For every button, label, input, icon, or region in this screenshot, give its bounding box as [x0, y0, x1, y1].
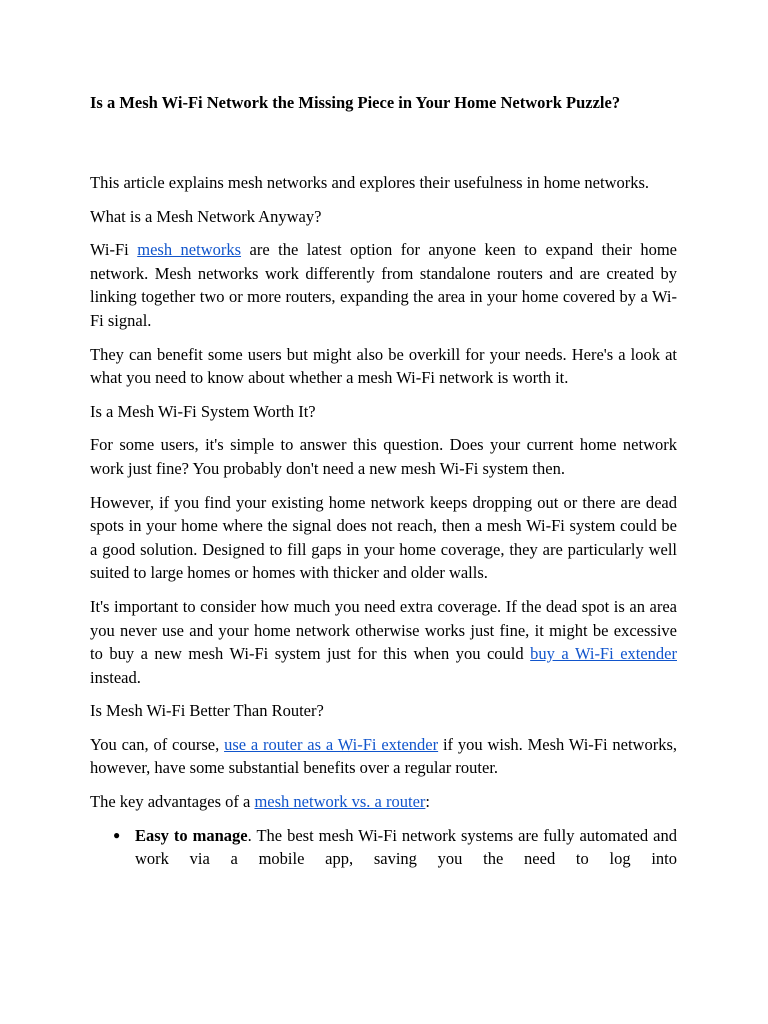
paragraph-mesh-intro — [90, 238, 677, 332]
intro-paragraph: This article explains mesh networks and explores their usefulness in home networks. — [90, 173, 650, 192]
paragraph-key-advantages — [90, 790, 677, 814]
bullet-icon: ● — [113, 827, 121, 842]
document-page — [90, 91, 677, 871]
paragraph-simple-answer: For some users, it's simple to answer this question. Does your current home network work just fine? You probably don't need a new mesh Wi-Fi system then. — [90, 435, 677, 478]
list-item-bold: Easy to manage — [135, 825, 248, 845]
list-item — [113, 824, 677, 871]
document-title: Is a Mesh Wi-Fi Network the Missing Piece in Your Home Network Puzzle? — [90, 93, 621, 112]
text-segment: Wi-Fi — [90, 240, 138, 260]
paragraph-dead-spots: However, if you find your existing home network keeps dropping out or there are dead spots in your home where the signal does not reach, then a mesh Wi-Fi system could be a good solution. Designed to fill gaps in your home coverage, they are particularly well suited to large homes or homes with thicker and older walls. — [90, 492, 677, 583]
paragraph-router-extender — [90, 733, 677, 780]
paragraph-extra-coverage — [90, 595, 677, 689]
section-heading-better-than-router: Is Mesh Wi-Fi Better Than Router? — [90, 701, 324, 721]
section-heading-what-is-mesh: What is a Mesh Network Anyway? — [90, 206, 322, 226]
paragraph-benefit: They can benefit some users but might also be overkill for your needs. Here's a look at what you need to know about whether a mesh Wi-Fi network is worth it. — [90, 344, 677, 388]
text-segment: The key advantages of a — [90, 792, 255, 812]
buy-wifi-extender-link[interactable]: buy a Wi-Fi extender — [530, 644, 677, 664]
advantages-list — [90, 824, 677, 871]
text-segment: instead. — [90, 667, 141, 687]
text-segment: if you wish. Mesh Wi-Fi networks, however, have some substantial benefits over a regular router. — [90, 734, 677, 778]
mesh-networks-link[interactable]: mesh networks — [137, 240, 242, 260]
text-segment: It's important to consider how much you need extra coverage. If the dead spot is an area you never use and your home network otherwise works just fine, it might be excessive to buy a new mesh Wi-Fi system just for this when you could — [90, 596, 677, 664]
text-segment: : — [425, 792, 430, 812]
router-as-extender-link[interactable]: use a router as a Wi-Fi extender — [224, 734, 439, 754]
list-item-text: . The best mesh Wi-Fi network systems are fully automated and work via a mobile app, saving you the need to log into — [135, 825, 677, 869]
text-segment: You can, of course, — [90, 734, 225, 754]
mesh-vs-router-link[interactable]: mesh network vs. a router — [254, 792, 426, 812]
text-segment: are the latest option for anyone keen to expand their home network. Mesh networks work differently from standalone routers and are created by linking together two or more routers, expanding the area in your home covered by a Wi-Fi signal. — [90, 240, 677, 330]
section-heading-worth-it: Is a Mesh Wi-Fi System Worth It? — [90, 401, 316, 421]
